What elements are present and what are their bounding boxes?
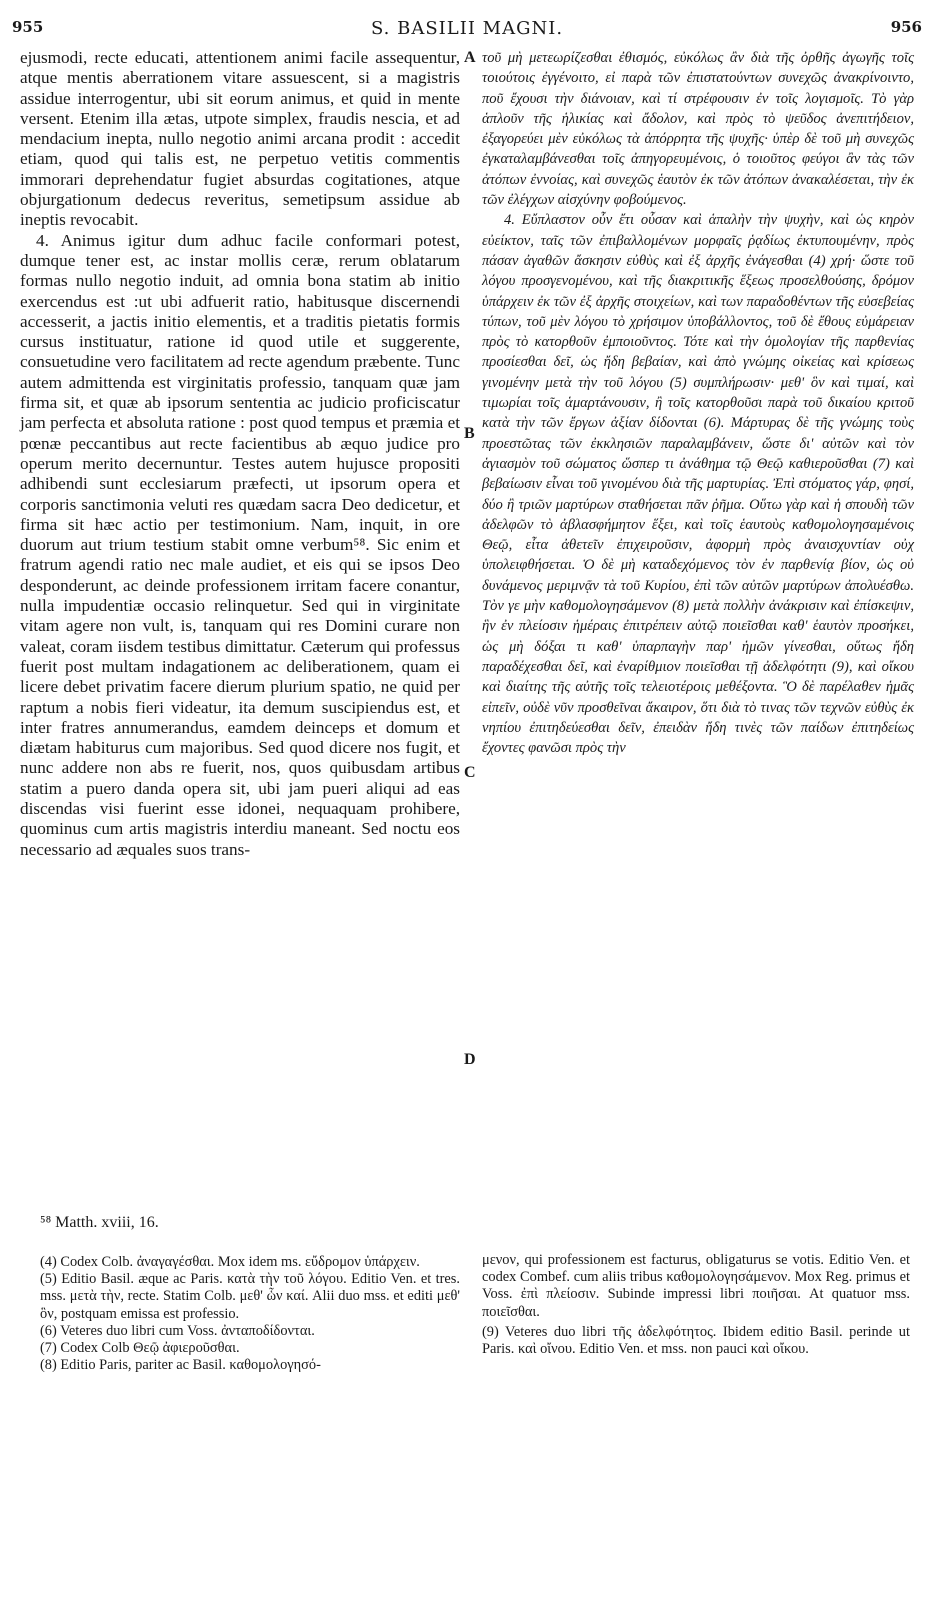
latin-column: [20, 48, 460, 860]
greek-paragraph-1: τοῦ μὴ μετεωρίζεσθαι ἐθισμός, εὐκόλως ἂν διὰ τῆς ὀρθῆς ἀγωγῆς τοῖς τοιούτοις ἐγγένοιτο, εἰ παρὰ τῶν ἐπιστατούντων συνεχῶς ἀνακρίνοιντο, ποῦ ἔχουσι τὴν διάνοιαν, καὶ τί στρέφουσιν ἐν τοῖς λογισμοῖς. Τὸ γὰρ ἁπλοῦν τῆς ἡλικίας καὶ ἄδολον, καὶ πρὸς τὸ ψεῦδος ἀνεπιτήδειον, ἐξαγορεύει μὲν εὐκόλως τὰ ἀπόρρητα τῆς ψυχῆς· ὑπὲρ δὲ τοῦ μὴ συνεχῶς ἐγκαταλαμβάνεσθαι τοῖς ἀπηγορευμένοις, ὁ τοιοῦτος φεύγοι ἂν τὰς τῶν ἀτόπων ἐννοίας, καὶ συνεχῶς ἑαυτὸν ἐκ τῶν ἀτόπων ἀνακαλέσεται, τὴν ἐκ τῶν ἐλέγχων αἰσχύνην φοβούμενος.: [482, 50, 914, 209]
note-4: (4) Codex Colb. ἀναγαγέσθαι. Mox idem ms. εὔδρομον ὑπάρχειν.: [40, 1254, 420, 1270]
note-7: (7) Codex Colb Θεῷ ἀφιεροῦσθαι.: [40, 1340, 240, 1357]
running-title: S. BASILII MAGNI.: [370, 18, 564, 39]
note-9: (9) Veteres duo libri τῆς ἀδελφότητος. Ibidem editio Basil. perinde ut Paris. καὶ οἴνου. Editio Ven. et mss. non pauci καὶ οἴκου.: [482, 1323, 910, 1358]
greek-paragraph-2: 4. Εὔπλαστον οὖν ἔτι οὖσαν καὶ ἁπαλὴν τὴν ψυχὴν, καὶ ὡς κηρὸν εὐείκτον, ταῖς τῶν ἐπιβαλλομένων μορφαῖς ῥᾳδίως ἐκτυπουμένην, πρὸς πάσαν ἀγαθῶν ἄσκησιν εὐθὺς καὶ ἐξ ἀρχῆς ἐνάγεσθαι (4) χρή· ὥστε τοῦ λόγου προσγενομένου, καὶ τῆς διακριτικῆς ἕξεως προσελθούσης, δρόμον ὑπάρχειν ἐκ τῶν ἐξ ἀρχῆς στοιχείων, καὶ των παραδοθέντων τῆς εὐσεβείας τύπων, τοῦ μὲν λόγου τὸ χρήσιμον ὑποβάλλοντος, τοῦ δὲ ἔθους εὐμάρειαν πρὸς τὸ κατορθοῦν ἐμποιοῦντος. Τότε καὶ τὴν ὁμολογίαν τῆς παρθενίας προσίεσθαι δεῖ, ὡς ἤδη βεβαίαν, καὶ ἀπὸ γνώμης οἰκείας καὶ κρίσεως γινομένην μετὰ τὴν τοῦ λόγου (5) συμπλήρωσιν· μεθ' ὃν καὶ τιμαί, καὶ τιμωρίαι τοῖς ἁμαρτάνουσιν, ἢ τοῖς κατορθοῦσι παρὰ τοῦ δικαίου κριτοῦ κατὰ τὴν τῶν ἔργων ἀξίαν δίδονται (6). Μάρτυρας δὲ τῆς γνώμης τοὺς προεστῶτας τῶν ἐκκλησιῶν παραλαμβάνειν, ὥστε δι' αὐτῶν καὶ τὸν ἁγιασμὸν τοῦ σώματος ὥσπερ τι ἀνάθημα τῷ Θεῷ καθιεροῦσθαι (7) καὶ βεβαίωσιν εἶναι τοῦ γινομένου διὰ τῆς μαρτυρίας. Ἐπὶ στόματος γάρ, φησί, δύο ἢ τριῶν μαρτύρων σταθήσεται πᾶν ῥῆμα. Οὕτω γὰρ καὶ ἡ σπουδὴ τῶν ἀδελφῶν τὸ ἀβλασφήμητον ἕξει, καὶ τοῖς ἑαυτοὺς καθομολογησαμένοις Θεῷ, εἶτα ἀθετεῖν ἐπιχειροῦσιν, ἀφορμὴ πρὸς ἀναισχυντίαν οὐχ ὑπολειφθήσεται. Ὁ δὲ μὴ καταδεχόμενος τὸν ἐν παρθενίᾳ βίον, ὡς οὐ δυνάμενος μεριμνᾷν τὰ τοῦ Κυρίου, ἐπὶ τῶν αὐτῶν μαρτύρων ἀπολυέσθω. Τὸν γε μὴν καθομολογησάμενον (8) μετὰ πολλὴν ἀνάκρισιν καὶ ἐπίσκεψιν, ἣν ἐν πλείοσιν ἡμέραις ἐπιτρέπειν αὐτῷ ποιεῖσθαι καθ' ἑαυτὸν προσήκει, ὡς μὴ δόξαι τι καθ' ὑπαρπαγὴν παρ' ἡμῶν γίνεσθαι, οὕτως ἤδη παραδέχεσθαι δεῖ, καὶ ἐναρίθμιον ποιεῖσθαι τῇ ἀδελφότητι (9), καὶ οἴκου καὶ διαίτης τῆς αὐτῆς τοῖς τελειοτέροις μεθέξοντα. Ὃ δὲ παρέλαθεν ἡμᾶς εἰπεῖν, οὐδὲ νῦν προσθεῖναι ἄκαιρον, ὅτι διὰ τὸ τινας τῶν τεχνῶν εὐθὺς ἐκ νηπίου ἐπιτηδεύεσθαι δεῖν, ἐπειδὰν ἤδη τινὲς τῶν παίδων ἐπιτηδείως ἔχοντες φανῶσι πρὸς τὴν: [482, 212, 914, 757]
note-8-continued: μενον, qui professionem est facturus, obligaturus se votis. Editio Ven. et codex Combef. cum aliis tribus καθομολογησάμενον. Mox Reg. primus et Voss. ἐπὶ πλείοσιν. Subinde impressi libri ποιῆσαι. At quatuor mss. ποιεῖσθαι.: [482, 1252, 910, 1320]
margin-letter-b: B: [464, 425, 475, 442]
margin-letter-d: D: [464, 1051, 476, 1068]
latin-paragraph-1: ejusmodi, recte educati, attentionem animi facile assequentur, atque mentis aberrationem vitare assuescent, si a magistris assidue interrogentur, ubi sit eorum animus, et quid in mente versent. Etenim illa ætas, utpote simplex, fraudis nescia, et ad mendacium inepta, nullo negotio animi arcana prodit : accedit etiam, quod qui talis est, ne perpetuo vetitis commentis immorari deprehendatur fugiet absurdas cogitationes, atque objurgationum dedecus reveritus, semetipsum assidue ab ineptis revocabit.: [20, 48, 460, 230]
note-6: (6) Veteres duo libri cum Voss. ἀνταποδίδονται.: [40, 1322, 315, 1339]
page-number-left: 955: [12, 18, 44, 36]
page-number-right: 956: [890, 18, 922, 36]
margin-letter-c: C: [464, 764, 476, 781]
notes-left-column: [40, 1254, 460, 1374]
note-8: (8) Editio Paris, pariter ac Basil. καθομολογησό-: [40, 1357, 321, 1374]
scripture-footnote: ⁵⁸ Matth. xviii, 16.: [40, 1214, 159, 1231]
margin-letter-a: A: [464, 49, 476, 66]
notes-right-column: [482, 1252, 910, 1358]
note-5: (5) Editio Basil. æque ac Paris. κατὰ τὴν τοῦ λόγου. Editio Ven. et tres. mss. μετὰ τὴν, recte. Statim Colb. μεθ' ὧν καί. Alii duo mss. et editi μεθ' ὃν, postquam emissa est professio.: [40, 1271, 460, 1322]
greek-column: [482, 48, 914, 758]
page-header: [12, 18, 922, 44]
latin-paragraph-2: 4. Animus igitur dum adhuc facile conformari potest, dumque tener est, ac instar mollis ceræ, rerum oblatarum formas nullo negotio induit, ad omnia bona statim ab initio exercendus est :ut ubi adfuerit ratio, habitusque discernendi accesserit, a jactis initio elementis, et a traditis pietatis formis cursus instituatur, ratione id quod utile et suggerente, consuetudine vero facilitatem ad recte agendum præbente. Tunc autem admittenda est virginitatis professio, tanquam quæ jam firma sit, et quæ ab ipsorum sententia ac judicio proficiscatur jam perfecta et absoluta ratione : post quod tempus et præmia et pœnæ peccantibus aut recte facientibus ab æquo judice pro operum merito decernuntur. Testes autem hujusce propositi adhibendi sunt ecclesiarum præfecti, ut ipsorum opera et corporis sanctimonia veluti res quædam sacra Deo dedicetur, et firma sit hæc actio per testimonium. Nam, inquit, in ore duorum aut trium testium stabit omne verbum⁵⁸. Sic enim et fratrum agendi ratio nec male audiet, et eis qui se ipsos Deo desponderunt, ac deinde professionem irritam facere conantur, nulla impudentiæ occasio relinquetur. Sed qui in virginitate vitam agere non vult, is, tanquam qui res Domini curare non valeat, coram iisdem testibus dimittatur. Cæterum qui professus fuerit post multam indagationem ac deliberationem, quam ei licere debet privatim facere dierum plurium spatio, ne quid per raptum a nobis fieri videatur, ita demum suscipiendus est, et inter fratres annumerandus, eamdem deinceps et domum et diætam habiturus cum majoribus. Sed quod dicere nos fugit, et nunc addere non abs re fuerit, nos, quos quibusdam artibus statim a puero danda opera sit, ubi jam pueri aliqui ad eas discendas visi fuerint esse idonei, nequaquam prohibere, quominus cum artis magistris interdiu maneant. Sed noctu eos necessario ad æquales suos trans-: [20, 230, 460, 859]
